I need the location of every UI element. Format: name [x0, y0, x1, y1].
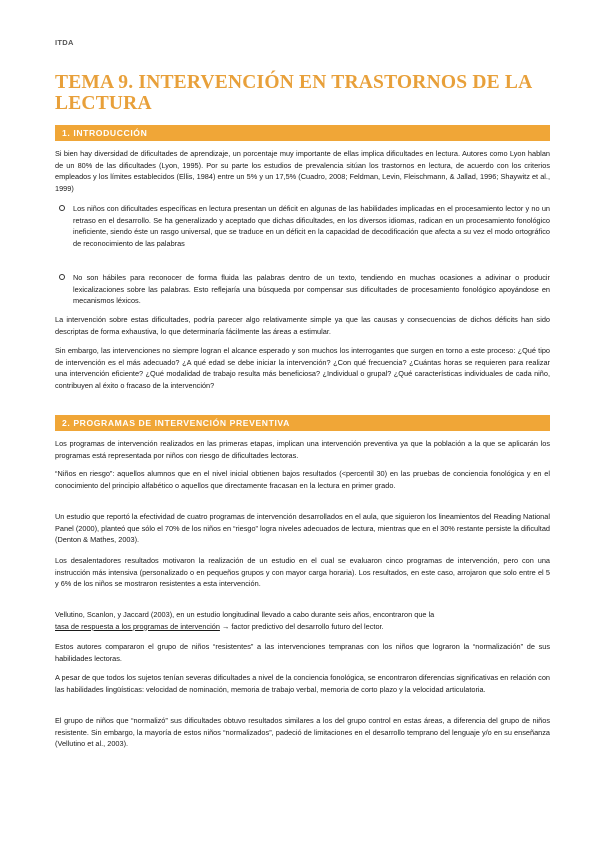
bullet-circle-icon [59, 205, 65, 211]
page-header: ITDA [55, 38, 74, 47]
preventive-paragraph-8: El grupo de niños que “normalizó” sus dificultades obtuvo resultados similares a los del grupo control en estas áreas, a diferencia del grupo de niños resistente. Sin embargo, la mayoría de estos niños “normalizados”, padeció de limitaciones en el desarrollo temprano del lenguaje y/o en su enseñanza (Vellutino et al., 2003). [55, 716, 550, 748]
intro-paragraph-3: Sin embargo, las intervenciones no siempre logran el alcance esperado y son muchos los interrogantes que surgen en torno a este proceso: ¿Qué tipo de intervención es el más adecuado? ¿A qué edad se debe iniciar la intervención? ¿Con qué frecuencia? ¿Cuántas horas se requieren para realizar una intervención eficiente? ¿Qué modalidad de trabajo resulta más beneficiosa? ¿Individual o grupal? ¿Qué características individuales de cada niño, contribuyen al éxito o fracaso de la intervención? [55, 346, 550, 390]
preventive-paragraph-5-end: → factor predictivo del desarrollo futuro del lector. [219, 621, 384, 631]
preventive-paragraph-6: Estos autores compararon el grupo de niños “resistentes” a las intervenciones tempranas con los niños que lograron la “normalización” de sus habilidades lectoras. [55, 642, 550, 663]
section-heading-introduccion: 1. INTRODUCCIÓN [55, 125, 550, 141]
document-title: TEMA 9. INTERVENCIÓN EN TRASTORNOS DE LA LECTURA [55, 72, 532, 114]
preventive-paragraph-7: A pesar de que todos los sujetos tenían severas dificultades a nivel de la conciencia fonológica, se encontraron diferencias significativas en relación con las habilidades lingüísticas: velocidad de nominación, memoria de trabajo verbal, memoria de corto plazo y la velocidad articulatoria. [55, 673, 550, 694]
response-rate-phrase: tasa de respuesta a los programas de intervención [55, 621, 220, 631]
section-heading-programas: 2. PROGRAMAS DE INTERVENCIÓN PREVENTIVA [55, 415, 550, 431]
preventive-paragraph-3: Un estudio que reportó la efectividad de cuatro programas de intervención desarrollados en el aula, que siguieron los lineamientos del Reading National Panel (2000), planteó que sólo el 70% de los niños en “riesgo” logra niveles adecuados de lectura, mientras que en el 30% restante persiste la dificultad (Denton & Mathes, 2003). [55, 512, 550, 544]
preventive-paragraph-1: Los programas de intervención realizados en las primeras etapas, implican una intervención preventiva ya que la población a la que se aplicarán los programas está representada por niños con riesgo de dificultades lectoras. [55, 439, 550, 460]
preventive-paragraph-5-start: Vellutino, Scanlon, y Jaccard (2003), en un estudio longitudinal llevado a cabo durante seis años, encontraron que la [55, 610, 435, 619]
intro-bullet-2-text: No son hábiles para reconocer de forma fluida las palabras dentro de un texto, tendiendo en muchas ocasiones a adivinar o producir lexicalizaciones sobre las palabras. Esto reflejaría una búsqueda por compensar sus dificultades de procesamiento fonológico apoyándose en mecanismos léxicos. [73, 273, 550, 305]
intro-paragraph-1: Si bien hay diversidad de dificultades de aprendizaje, un porcentaje muy importante de ellas implica dificultades en lectura. Autores como Lyon hablan de un 80% de las dificultades (Lyon, 1995). Por su parte los estudios de prevalencia sitúan los trastornos en lectura, de acuerdo con los criterios empleados y los límites establecidos (Ellis, 1984) entre un 5% y un 17,5% (Cuadro, 2008; Feldman, Levin, Fleischmann, & Jallad, 1996; Shaywitz et al., 1999) [55, 149, 550, 193]
bullet-circle-icon [59, 274, 65, 280]
intro-bullet-1-text: Los niños con dificultades específicas en lectura presentan un déficit en algunas de las habilidades implicadas en el procesamiento lector y no un retraso en el desarrollo. Se ha generalizado y aceptado que dichas dificultades, en los diversos idiomas, radican en un procesamiento fonológico ineficiente, siendo éste un rasgo universal, que se traduce en un déficit en la capacidad de decodificación que afecta a su vez el modo ortográfico de reconocimiento de las palabras [73, 204, 550, 248]
preventive-paragraph-5 [55, 609, 550, 632]
preventive-paragraph-4: Los desalentadores resultados motivaron la realización de un estudio en el cual se evaluaron cinco programas de intervención, pero con una instrucción más intensiva (personalizado o en pequeños grupos y con mayor carga horaria). Los resultados, en este caso, arrojaron que solo entre el 5 y 6% de los niños se mostraron resistentes a esta intervención. [55, 556, 550, 588]
preventive-paragraph-2: “Niños en riesgo”: aquellos alumnos que en el nivel inicial obtienen bajos resultados (<percentil 30) en las pruebas de conciencia fonológica y en el conocimiento del principio alfabético o aquellos que directamente fracasan en la lectura en primer grado. [55, 469, 550, 490]
intro-paragraph-2: La intervención sobre estas dificultades, podría parecer algo relativamente simple ya que las causas y consecuencias de dichos déficits han sido descriptas de forma exhaustiva, lo que determinaría fácilmente las áreas a estimular. [55, 315, 550, 336]
